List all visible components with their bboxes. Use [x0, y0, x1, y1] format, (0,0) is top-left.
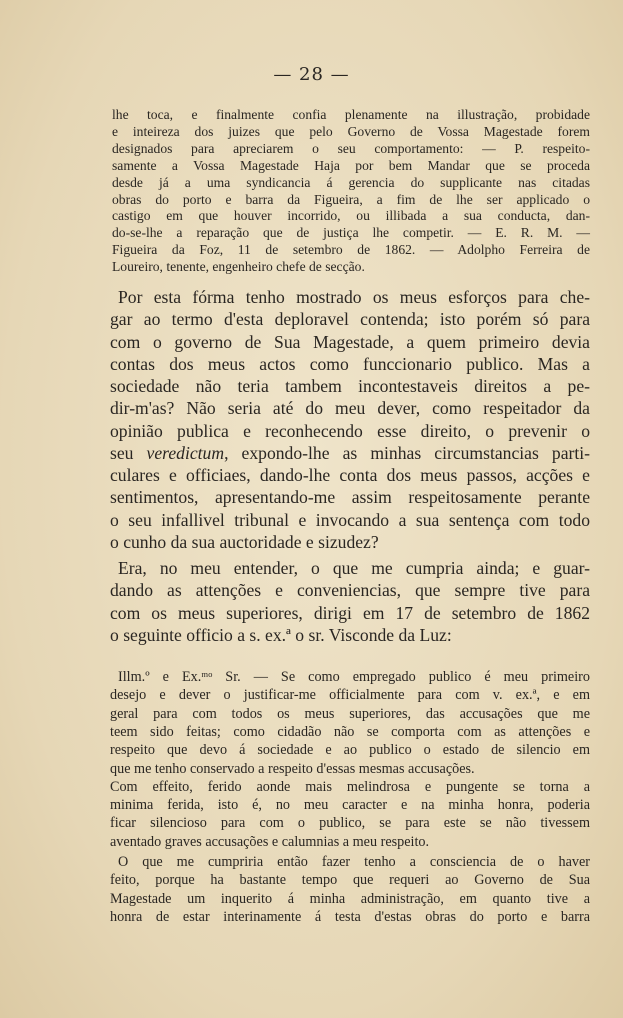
text-line: Magestade um inquerito á minha administração, em quanto tive a [110, 890, 590, 907]
text-line: que me tenho conservado a respeito d'essas mesmas accusações. [110, 760, 475, 777]
text-line: minima ferida, isto é, no meu caracter e na minha honra, poderia [110, 797, 590, 814]
text-line: Figueira da Foz, 11 de setembro de 1862. — Adolpho Ferreira de [112, 242, 590, 258]
text-line: o seguinte officio a s. ex.ª o sr. Visconde da Luz: [110, 624, 452, 645]
text-line: gar ao termo d'esta deploravel contenda; isto porém só para [110, 309, 590, 330]
text-line: samente a Vossa Magestade Haja por bem Mandar que se proceda [112, 157, 590, 173]
text-line: opinião publica e reconhecendo esse direito, o prevenir o [110, 420, 590, 441]
text-line: obras do porto e barra da Figueira, a fim de lhe ser applicado o [112, 191, 590, 207]
text-line: do-se-lhe a reparação que de justiça lhe competir. — E. R. M. — [112, 225, 590, 241]
text-line: culares e officiaes, dando-lhe conta dos meus passos, acções e [110, 465, 590, 485]
text-line: seu veredictum, expondo-lhe as minhas circumstancias parti- [110, 442, 590, 463]
text-line: geral para com todos os meus superiores, das accusações que me [110, 705, 590, 722]
italic-term: veredictum [146, 442, 225, 463]
text-line: com o governo de Sua Magestade, a quem primeiro devia [110, 331, 590, 352]
text-line: dando as attenções e conveniencias, que sempre tive para [110, 580, 590, 601]
text-line: sociedade não teria tambem incontestaveis direitos a pe- [110, 376, 590, 396]
text-line: com os meus superiores, dirigi em 17 de setembro de 1862 [110, 602, 590, 623]
text-line: feito, porque ha bastante tempo que requeri ao Governo de Sua [110, 872, 590, 889]
text-line: Loureiro, tenente, engenheiro chefe de secção. [112, 259, 365, 275]
text-line: dir-m'as? Não seria até do meu dever, como respeitador da [110, 398, 590, 419]
text-line: ficar silencioso para com o publico, se para este se não tivessem [110, 815, 590, 832]
text-line: lhe toca, e finalmente confia plenamente na illustração, probidade [112, 107, 590, 122]
text-line: aventado graves accusações e calumnias a meu respeito. [110, 833, 430, 850]
text-line: honra de estar interinamente á testa d'estas obras do porto e barra [110, 908, 590, 925]
text-line: e inteireza dos juizes que pelo Governo de Vossa Magestade forem [112, 123, 590, 139]
text-line: desejo e dever o justificar-me officialmente para com v. ex.ª, e em [110, 687, 590, 704]
text-line: o cunho da sua auctoridade e sizudez? [110, 531, 379, 552]
text-line: o seu infallivel tribunal e invocando a sua sentença com todo [110, 509, 590, 530]
page-number: — 28 — [273, 64, 350, 85]
text-line: Por esta fórma tenho mostrado os meus esforços para che- [118, 287, 590, 307]
text-line: O que me cumpriria então fazer tenho a consciencia de o haver [118, 854, 590, 870]
text-line: designados para apreciarem o seu comportamento: — P. respeito- [112, 140, 590, 156]
text-line: sentimentos, apresentando-me assim respeitosamente perante [110, 487, 590, 508]
text-line: teem sido feitas; como cidadão não se comporta com as attenções e [110, 723, 590, 740]
text-line: Illm.º e Ex.ᵐᵒ Sr. — Se como empregado publico é meu primeiro [118, 669, 590, 685]
text-line: Com effeito, ferido aonde mais melindrosa e pungente se torna a [110, 778, 590, 795]
text-line: castigo em que houver incorrido, ou illibada a sua conducta, dan- [112, 208, 590, 224]
text-line: contas dos meus actos como funccionario publico. Mas a [110, 353, 590, 374]
text-line: desde já a uma syndicancia á gerencia do supplicante nas citadas [112, 174, 590, 190]
text-line: Era, no meu entender, o que me cumpria ainda; e guar- [118, 558, 590, 578]
text-line: respeito que devo á sociedade e ao publico o estado de silencio em [110, 742, 590, 759]
